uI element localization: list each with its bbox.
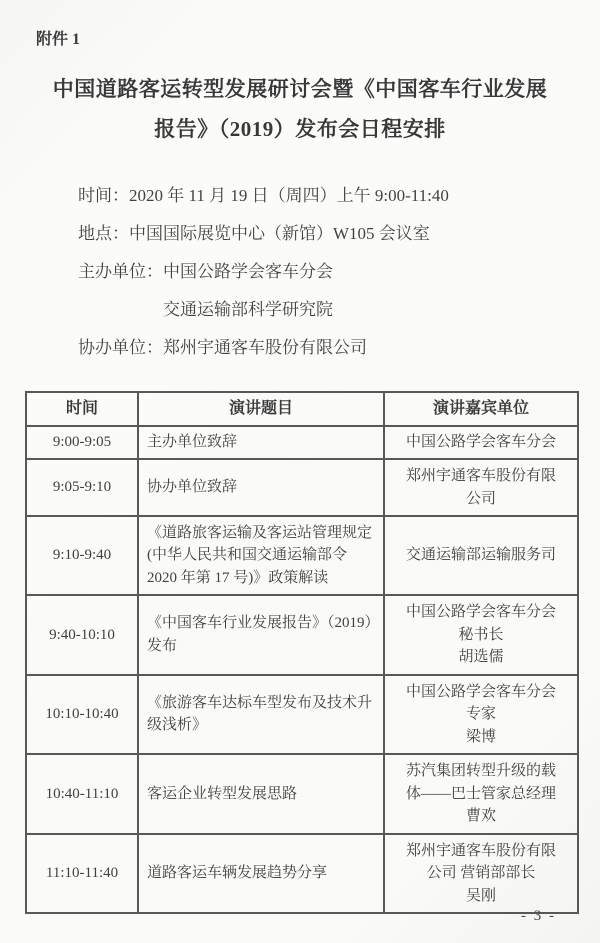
time-cell: 9:40-10:10 [26,595,138,674]
topic-cell: 《旅游客车达标车型发布及技术升级浅析》 [138,675,384,754]
schedule-table-body [26,426,578,913]
info-label: 地点： [78,224,129,243]
info-line [78,253,560,329]
guest-cell: 交通运输部运输服务司 [384,516,578,595]
guest-cell: 郑州宇通客车股份有限 公司 营销部部长 吴刚 [384,834,578,914]
info-label: 时间： [78,186,129,205]
schedule-table-header [26,392,578,426]
guest-cell: 中国公路学会客车分会 [384,426,578,459]
topic-cell: 《中国客车行业发展报告》（2019）发布 [138,595,384,674]
info-line [78,215,560,253]
info-value: 中国国际展览中心（新馆）W105 会议室 [129,224,430,243]
guest-cell: 苏汽集团转型升级的载 体——巴士管家总经理 曹欢 [384,754,578,833]
time-cell: 9:00-9:05 [26,426,138,459]
header-cell-guest: 演讲嘉宾单位 [384,392,578,426]
guest-cell: 中国公路学会客车分会 秘书长 胡选儒 [384,595,578,674]
attachment-label: 附件 1 [36,31,81,48]
time-cell: 10:40-11:10 [26,754,138,833]
page-number: - 3 - [521,908,556,924]
guest-cell: 郑州宇通客车股份有限 公司 [384,459,578,515]
table-row [26,459,578,515]
table-row [26,426,578,459]
table-row [26,675,578,754]
time-cell: 9:05-9:10 [26,459,138,515]
info-line [78,177,560,215]
guest-cell: 中国公路学会客车分会 专家 梁博 [384,675,578,754]
table-row [26,834,578,914]
time-cell: 9:10-9:40 [26,516,138,595]
info-value: 中国公路学会客车分会 交通运输部科学研究院 [163,262,333,319]
table-row [26,754,578,833]
time-cell: 11:10-11:40 [26,834,138,914]
table-row [26,595,578,674]
info-value: 郑州宇通客车股份有限公司 [163,338,367,357]
topic-cell: 主办单位致辞 [138,426,384,459]
title-line-1: 中国道路客运转型发展研讨会暨《中国客车行业发展 [52,77,548,101]
info-line [78,329,560,367]
info-section [78,177,560,367]
document-title [30,69,570,149]
header-cell-time: 时间 [26,392,138,426]
topic-cell: 道路客运车辆发展趋势分享 [138,834,384,914]
time-cell: 10:10-10:40 [26,675,138,754]
header-cell-topic: 演讲题目 [138,392,384,426]
info-label: 主办单位： [78,262,163,281]
table-row [26,516,578,595]
info-label: 协办单位： [78,338,163,357]
topic-cell: 客运企业转型发展思路 [138,754,384,833]
schedule-table [25,391,579,914]
header-row [26,392,578,426]
title-line-2: 报告》（2019）发布会日程安排 [154,117,446,141]
topic-cell: 《道路旅客运输及客运站管理规定(中华人民共和国交通运输部令 2020 年第 17 号)》政策解读 [138,516,384,595]
topic-cell: 协办单位致辞 [138,459,384,515]
info-value: 2020 年 11 月 19 日（周四）上午 9:00-11:40 [129,186,449,205]
